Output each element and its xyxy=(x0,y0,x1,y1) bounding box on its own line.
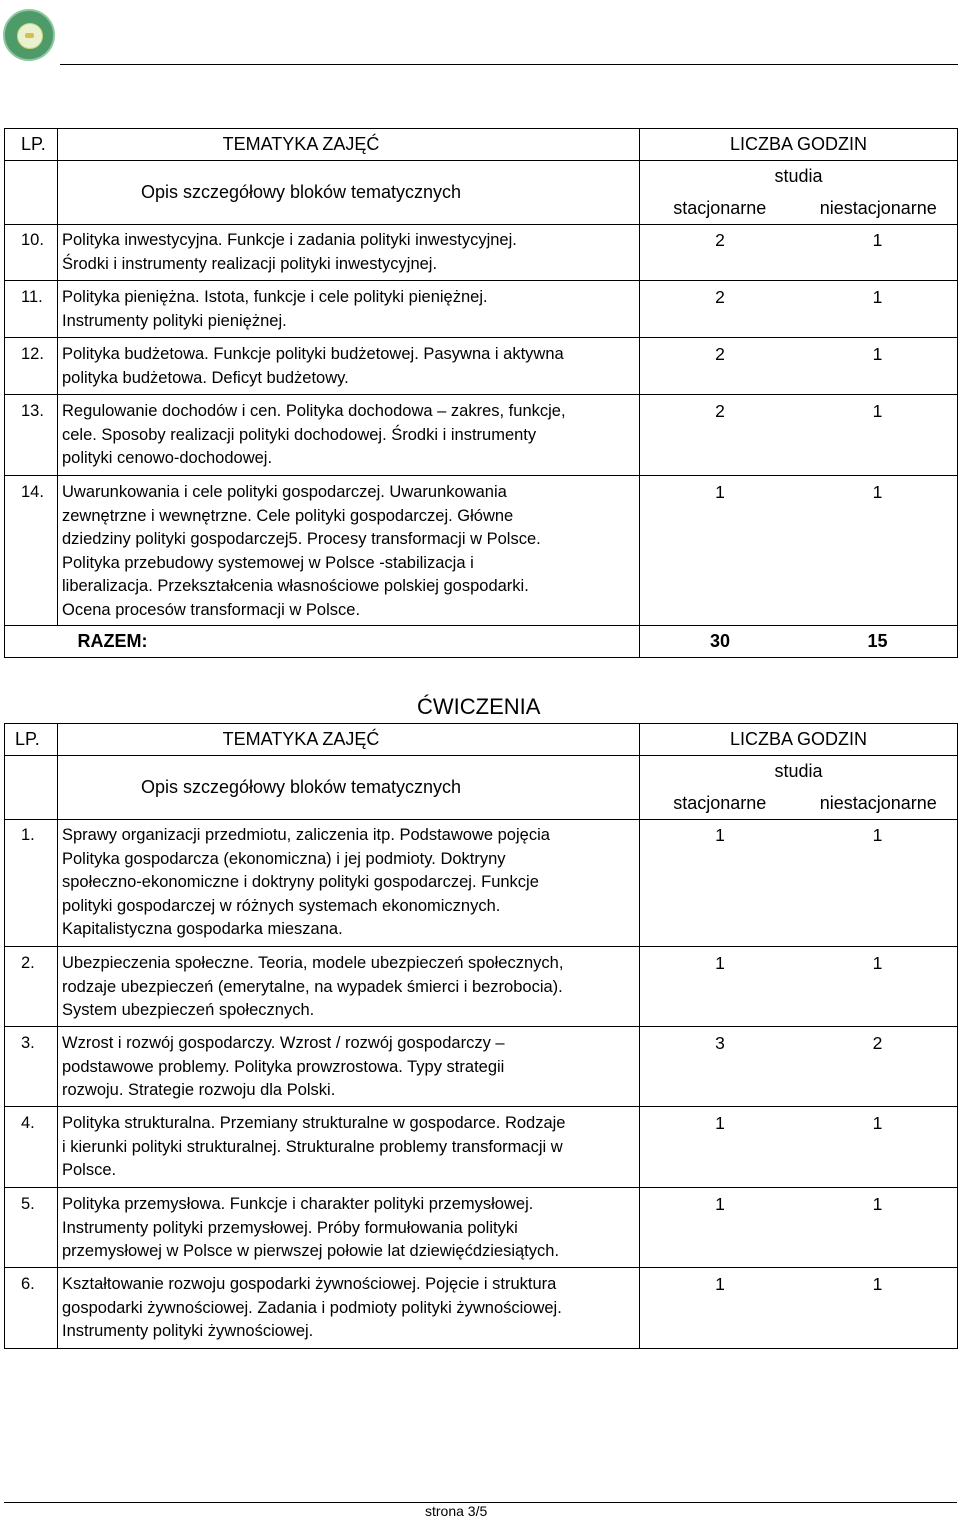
hours-niestacjonarne: 1 xyxy=(872,1274,883,1294)
hours-stacjonarne: 1 xyxy=(715,1274,725,1294)
row-description xyxy=(58,225,640,281)
row-hours xyxy=(640,1188,958,1268)
hours-stacjonarne: 3 xyxy=(715,1033,725,1053)
total-niestacjonarne: 15 xyxy=(867,630,888,651)
row-line: Sprawy organizacji przedmiotu, zaliczenia itp. Podstawowe pojęcia xyxy=(62,826,550,844)
hours-niestacjonarne: 1 xyxy=(872,825,883,845)
row-line: społeczno-ekonomiczne i doktryny polityki gospodarczej. Funkcje xyxy=(62,873,539,891)
row-lp: 1. xyxy=(5,820,58,947)
desc-subheader: Opis szczegółowy bloków tematycznych xyxy=(58,161,640,225)
section-title: ĆWICZENIA xyxy=(417,694,541,719)
col-lp-header: LP. xyxy=(5,724,58,756)
row-line: polityki gospodarczej w różnych systemach ekonomicznych. xyxy=(62,896,501,915)
row-line: Środki i instrumenty realizacji polityki inwestycyjnej. xyxy=(62,254,438,273)
row-line: Ocena procesów transformacji w Polsce. xyxy=(62,600,361,619)
row-line: Polsce. xyxy=(62,1161,117,1179)
row-line: Ubezpieczenia społeczne. Teoria, modele ubezpieczeń społecznych, xyxy=(62,954,564,972)
table-row xyxy=(5,947,958,1027)
row-line: polityka budżetowa. Deficyt budżetowy. xyxy=(62,368,349,387)
row-line: Instrumenty polityki pieniężnej. xyxy=(62,311,287,330)
header-divider xyxy=(60,64,958,65)
logo-emblem xyxy=(17,23,43,49)
hours-niestacjonarne: 1 xyxy=(872,344,883,364)
hours-niestacjonarne: 1 xyxy=(872,1194,883,1214)
row-line: podstawowe problemy. Polityka prowzrostowa. Typy strategii xyxy=(62,1057,505,1076)
row-line: dziedziny polityki gospodarczej5. Procesy transformacji w Polsce. xyxy=(62,530,541,548)
total-stacjonarne: 30 xyxy=(709,630,731,651)
row-hours xyxy=(640,281,958,338)
total-label: RAZEM: xyxy=(58,626,640,658)
row-description xyxy=(58,820,640,947)
row-lp: 14. xyxy=(5,476,58,626)
desc-subheader: Opis szczegółowy bloków tematycznych xyxy=(58,756,640,820)
row-hours xyxy=(640,1268,958,1349)
row-line: gospodarki żywnościowej. Zadania i podmioty polityki żywnościowej. xyxy=(62,1298,562,1317)
hours-stacjonarne: 1 xyxy=(715,825,725,845)
total-hours xyxy=(640,626,958,658)
table-row xyxy=(5,1027,958,1107)
row-lp: 11. xyxy=(5,281,58,338)
row-lp: 4. xyxy=(5,1107,58,1188)
table-row xyxy=(5,1188,958,1268)
row-line: Polityka przemysłowa. Funkcje i charakter polityki przemysłowej. xyxy=(62,1195,534,1213)
row-line: rozwoju. Strategie rozwoju dla Polski. xyxy=(62,1081,336,1099)
hours-stacjonarne: 1 xyxy=(715,1194,725,1214)
row-line: Regulowanie dochodów i cen. Polityka dochodowa – zakres, funkcje, xyxy=(62,402,566,420)
row-line: Instrumenty polityki przemysłowej. Próby formułowania polityki xyxy=(62,1218,518,1237)
row-description xyxy=(58,947,640,1027)
hours-niestacjonarne: 2 xyxy=(872,1033,883,1053)
row-line: Wzrost i rozwój gospodarczy. Wzrost / rozwój gospodarczy – xyxy=(62,1034,505,1052)
lecture-topics-table xyxy=(4,128,958,658)
row-line: Polityka strukturalna. Przemiany strukturalne w gospodarce. Rodzaje xyxy=(62,1114,566,1132)
row-hours xyxy=(640,476,958,626)
col-lp-header: LP. xyxy=(5,129,58,161)
row-lp: 6. xyxy=(5,1268,58,1349)
row-line: przemysłowej w Polsce w pierwszej połowie lat dziewięćdziesiątych. xyxy=(62,1242,560,1260)
hours-niestacjonarne: 1 xyxy=(872,953,883,973)
hours-stacjonarne: 2 xyxy=(715,287,725,307)
row-line: i kierunki polityki strukturalnej. Strukturalne problemy transformacji w xyxy=(62,1137,563,1156)
niestac-subheader: niestacjonarne xyxy=(800,788,958,820)
row-line: cele. Sposoby realizacji polityki dochodowej. Środki i instrumenty xyxy=(62,425,537,444)
row-hours xyxy=(640,1027,958,1107)
hours-niestacjonarne: 1 xyxy=(872,230,883,250)
logo-emblem-detail xyxy=(25,33,34,38)
col-hours-header: LICZBA GODZIN xyxy=(640,724,958,756)
row-line: zewnętrzne i wewnętrzne. Cele polityki gospodarczej. Główne xyxy=(62,506,514,525)
row-description xyxy=(58,395,640,476)
hours-stacjonarne: 1 xyxy=(715,482,725,502)
col-topic-header: TEMATYKA ZAJĘĆ xyxy=(58,724,640,756)
row-line: Kształtowanie rozwoju gospodarki żywnościowej. Pojęcie i struktura xyxy=(62,1275,557,1293)
hours-stacjonarne: 2 xyxy=(715,230,725,250)
row-line: Polityka inwestycyjna. Funkcje i zadania polityki inwestycyjnej. xyxy=(62,231,517,249)
row-description xyxy=(58,338,640,395)
row-description xyxy=(58,1188,640,1268)
hours-stacjonarne: 1 xyxy=(715,953,725,973)
row-description xyxy=(58,1107,640,1188)
row-description xyxy=(58,1268,640,1349)
row-description xyxy=(58,476,640,626)
lp-subheader-empty xyxy=(5,161,58,225)
row-hours xyxy=(640,225,958,281)
exercise-topics-table xyxy=(4,723,958,1349)
row-line: Polityka gospodarcza (ekonomiczna) i jej podmioty. Doktryny xyxy=(62,849,506,868)
row-hours xyxy=(640,947,958,1027)
row-lp: 3. xyxy=(5,1027,58,1107)
table-row xyxy=(5,281,958,338)
hours-stacjonarne: 2 xyxy=(715,401,725,421)
page-number: strona 3/5 xyxy=(425,1503,488,1519)
row-description xyxy=(58,281,640,338)
row-line: Instrumenty polityki żywnościowej. xyxy=(62,1322,314,1340)
university-logo xyxy=(3,9,55,61)
row-line: Uwarunkowania i cele polityki gospodarczej. Uwarunkowania xyxy=(62,483,507,501)
row-line: polityki cenowo-dochodowej. xyxy=(62,449,273,467)
row-lp: 13. xyxy=(5,395,58,476)
studia-subheader: studia xyxy=(640,161,958,193)
row-lp: 2. xyxy=(5,947,58,1027)
col-topic-header: TEMATYKA ZAJĘĆ xyxy=(58,129,640,161)
table-row xyxy=(5,820,958,947)
table-row xyxy=(5,1268,958,1349)
table-row xyxy=(5,395,958,476)
hours-niestacjonarne: 1 xyxy=(872,401,883,421)
row-line: Polityka przebudowy systemowej w Polsce -stabilizacja i xyxy=(62,553,474,572)
hours-stacjonarne: 1 xyxy=(715,1113,725,1133)
total-row xyxy=(5,626,958,658)
row-lp: 12. xyxy=(5,338,58,395)
stac-subheader: stacjonarne xyxy=(640,788,800,820)
table-row xyxy=(5,338,958,395)
row-line: Polityka pieniężna. Istota, funkcje i cele polityki pieniężnej. xyxy=(62,288,488,306)
total-lp-empty xyxy=(5,626,58,658)
row-line: Polityka budżetowa. Funkcje polityki budżetowej. Pasywna i aktywna xyxy=(62,345,564,363)
row-lp: 10. xyxy=(5,225,58,281)
row-line: rodzaje ubezpieczeń (emerytalne, na wypadek śmierci i bezrobocia). xyxy=(62,977,563,996)
studia-subheader: studia xyxy=(640,756,958,788)
niestac-subheader: niestacjonarne xyxy=(800,193,958,225)
row-line: System ubezpieczeń społecznych. xyxy=(62,1001,315,1019)
row-hours xyxy=(640,338,958,395)
row-lp: 5. xyxy=(5,1188,58,1268)
hours-niestacjonarne: 1 xyxy=(872,287,883,307)
row-hours xyxy=(640,1107,958,1188)
hours-niestacjonarne: 1 xyxy=(872,1113,883,1133)
hours-stacjonarne: 2 xyxy=(715,344,725,364)
page-header xyxy=(0,0,960,68)
table-row xyxy=(5,225,958,281)
hours-niestacjonarne: 1 xyxy=(872,482,883,502)
table-row xyxy=(5,476,958,626)
row-line: liberalizacja. Przekształcenia własnościowe polskiej gospodarki. xyxy=(62,577,529,595)
row-line: Kapitalistyczna gospodarka mieszana. xyxy=(62,920,343,938)
row-hours xyxy=(640,395,958,476)
col-hours-header: LICZBA GODZIN xyxy=(640,129,958,161)
lp-subheader-empty xyxy=(5,756,58,820)
row-description xyxy=(58,1027,640,1107)
stac-subheader: stacjonarne xyxy=(640,193,800,225)
row-hours xyxy=(640,820,958,947)
table-row xyxy=(5,1107,958,1188)
